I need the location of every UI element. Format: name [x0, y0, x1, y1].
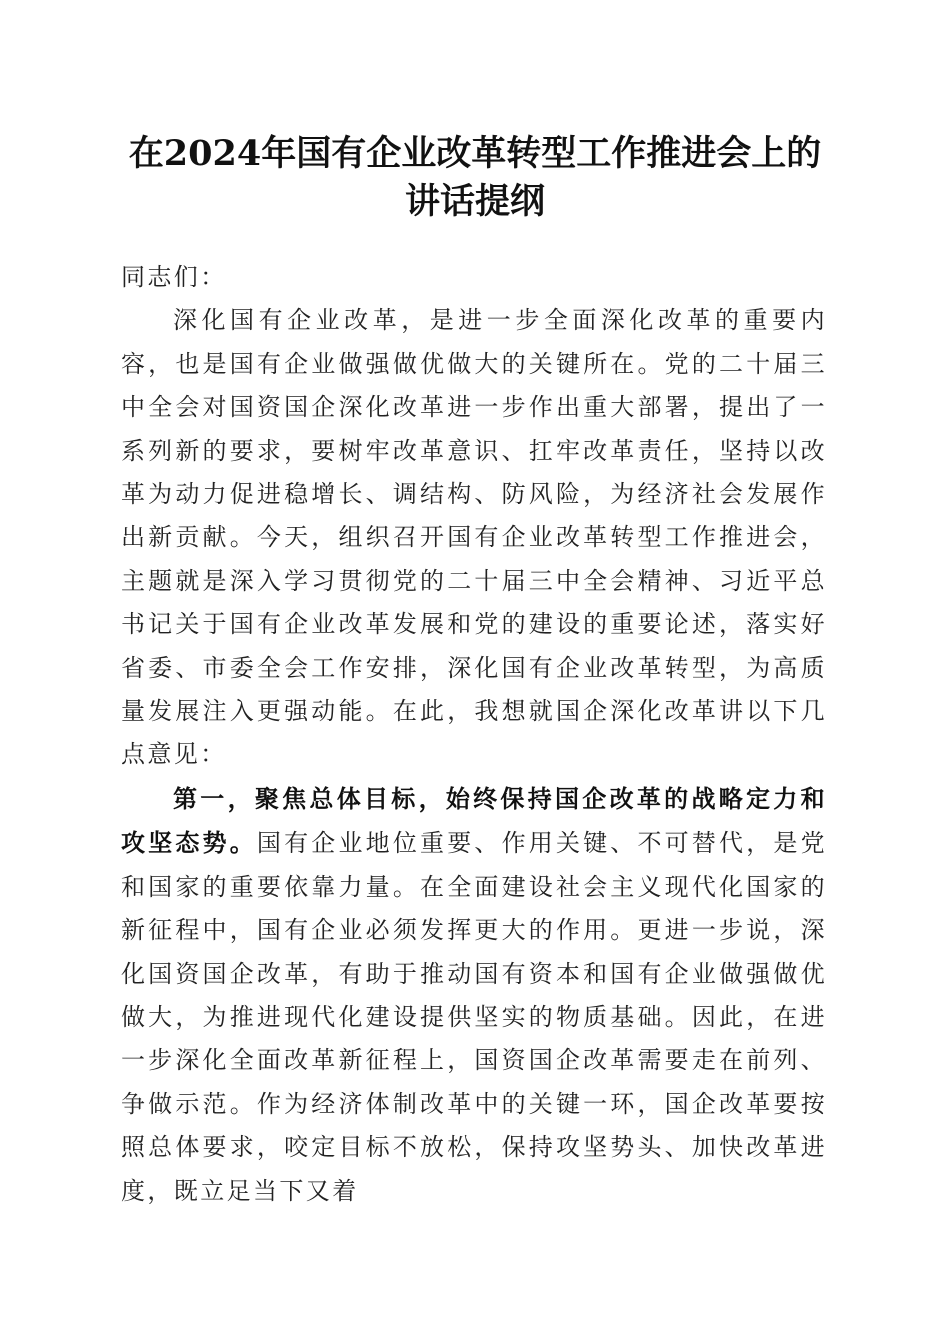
title-line-1: 在2024年国有企业改革转型工作推进会上的	[128, 133, 822, 174]
intro-paragraph: 深化国有企业改革，是进一步全面深化改革的重要内容，也是国有企业做强做优做大的关键所在。党的二十届三中全会对国资国企深化改革进一步作出重大部署，提出了一系列新的要求，要树牢改革意识、扛牢改革责任，坚持以改革为动力促进稳增长、调结构、防风险，为经济社会发展作出新贡献。今天，组织召开国有企业改革转型工作推进会，主题就是深入学习贯彻党的二十届三中全会精神、习近平总书记关于国有企业改革发展和党的建设的重要论述，落实好省委、市委全会工作安排，深化国有企业改革转型，为高质量发展注入更强动能。在此，我想就国企深化改革讲以下几点意见：	[121, 306, 827, 769]
document-title	[100, 130, 850, 226]
document-body	[121, 256, 827, 1213]
point-one-heading: 第一，聚焦总体目标，始终保持国企改革的战略定力和攻坚态势。	[121, 783, 827, 858]
point-one-paragraph	[121, 777, 827, 1213]
point-one-body: 国有企业地位重要、作用关键、不可替代，是党和国家的重要依靠力量。在全面建设社会主义现代化国家的新征程中，国有企业必须发挥更大的作用。更进一步说，深化国资国企改革，有助于推动国有资本和国有企业做强做优做大，为推进现代化建设提供坚实的物质基础。因此，在进一步深化全面改革新征程上，国资国企改革需要走在前列、争做示范。作为经济体制改革中的关键一环，国企改革要按照总体要求，咬定目标不放松，保持攻坚势头、加快改革进度，既立足当下又着	[121, 829, 827, 1205]
salutation: 同志们：	[121, 263, 227, 291]
title-line-2: 讲话提纲	[404, 181, 545, 222]
